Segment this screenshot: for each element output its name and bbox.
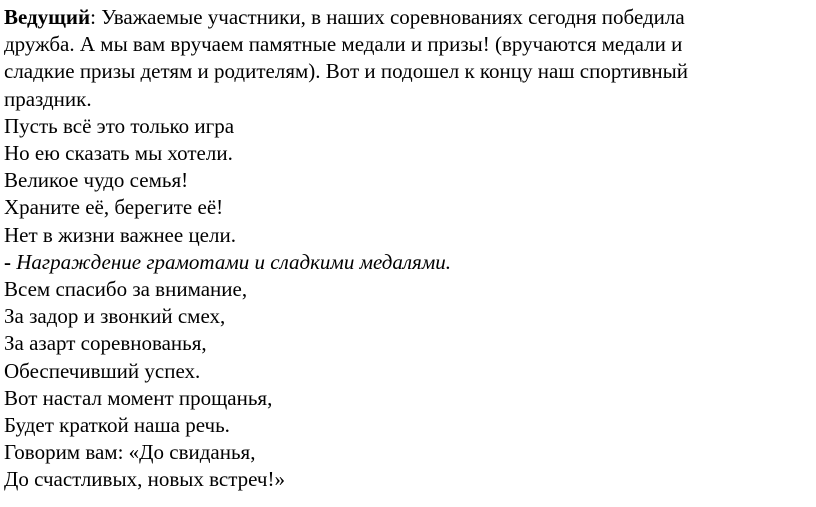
- poem1-line-2: Но ею сказать мы хотели.: [4, 141, 233, 166]
- poem1-line-3: Великое чудо семья!: [4, 168, 189, 193]
- poem2-line-5: Вот настал момент прощанья,: [4, 385, 273, 410]
- intro-text-1: : Уважаемые участники, в наших соревнованиях сегодня победила: [90, 5, 685, 29]
- intro-line-3: сладкие призы детям и родителям). Вот и подошел к концу наш спортивный: [4, 59, 688, 84]
- poem2-line-2: За задор и звонкий смех,: [4, 304, 226, 329]
- stage-direction-text: Награждение грамотами и сладкими медалями.: [11, 249, 451, 274]
- poem1-line-4: Храните её, берегите её!: [4, 195, 224, 220]
- poem1-line-1: Пусть всё это только игра: [4, 113, 235, 138]
- document-body: [4, 4, 812, 494]
- poem2-line-6: Будет краткой наша речь.: [4, 413, 230, 438]
- intro-line-4: праздник.: [4, 86, 92, 111]
- poem2-line-4: Обеспечивший успех.: [4, 358, 201, 383]
- poem2-line-1: Всем спасибо за внимание,: [4, 277, 248, 302]
- poem1-line-5: Нет в жизни важнее цели.: [4, 222, 236, 247]
- poem2-line-7: Говорим вам: «До свиданья,: [4, 440, 256, 465]
- stage-direction: [4, 249, 812, 276]
- intro-line-1: [4, 4, 812, 31]
- stage-direction-dash: -: [4, 249, 11, 274]
- poem2-line-8: До счастливых, новых встреч!»: [4, 467, 285, 492]
- poem2-line-3: За азарт соревнованья,: [4, 331, 207, 356]
- intro-line-2: дружба. А мы вам вручаем памятные медали и призы! (вручаются медали и: [4, 32, 683, 57]
- speaker-name: Ведущий: [4, 5, 91, 29]
